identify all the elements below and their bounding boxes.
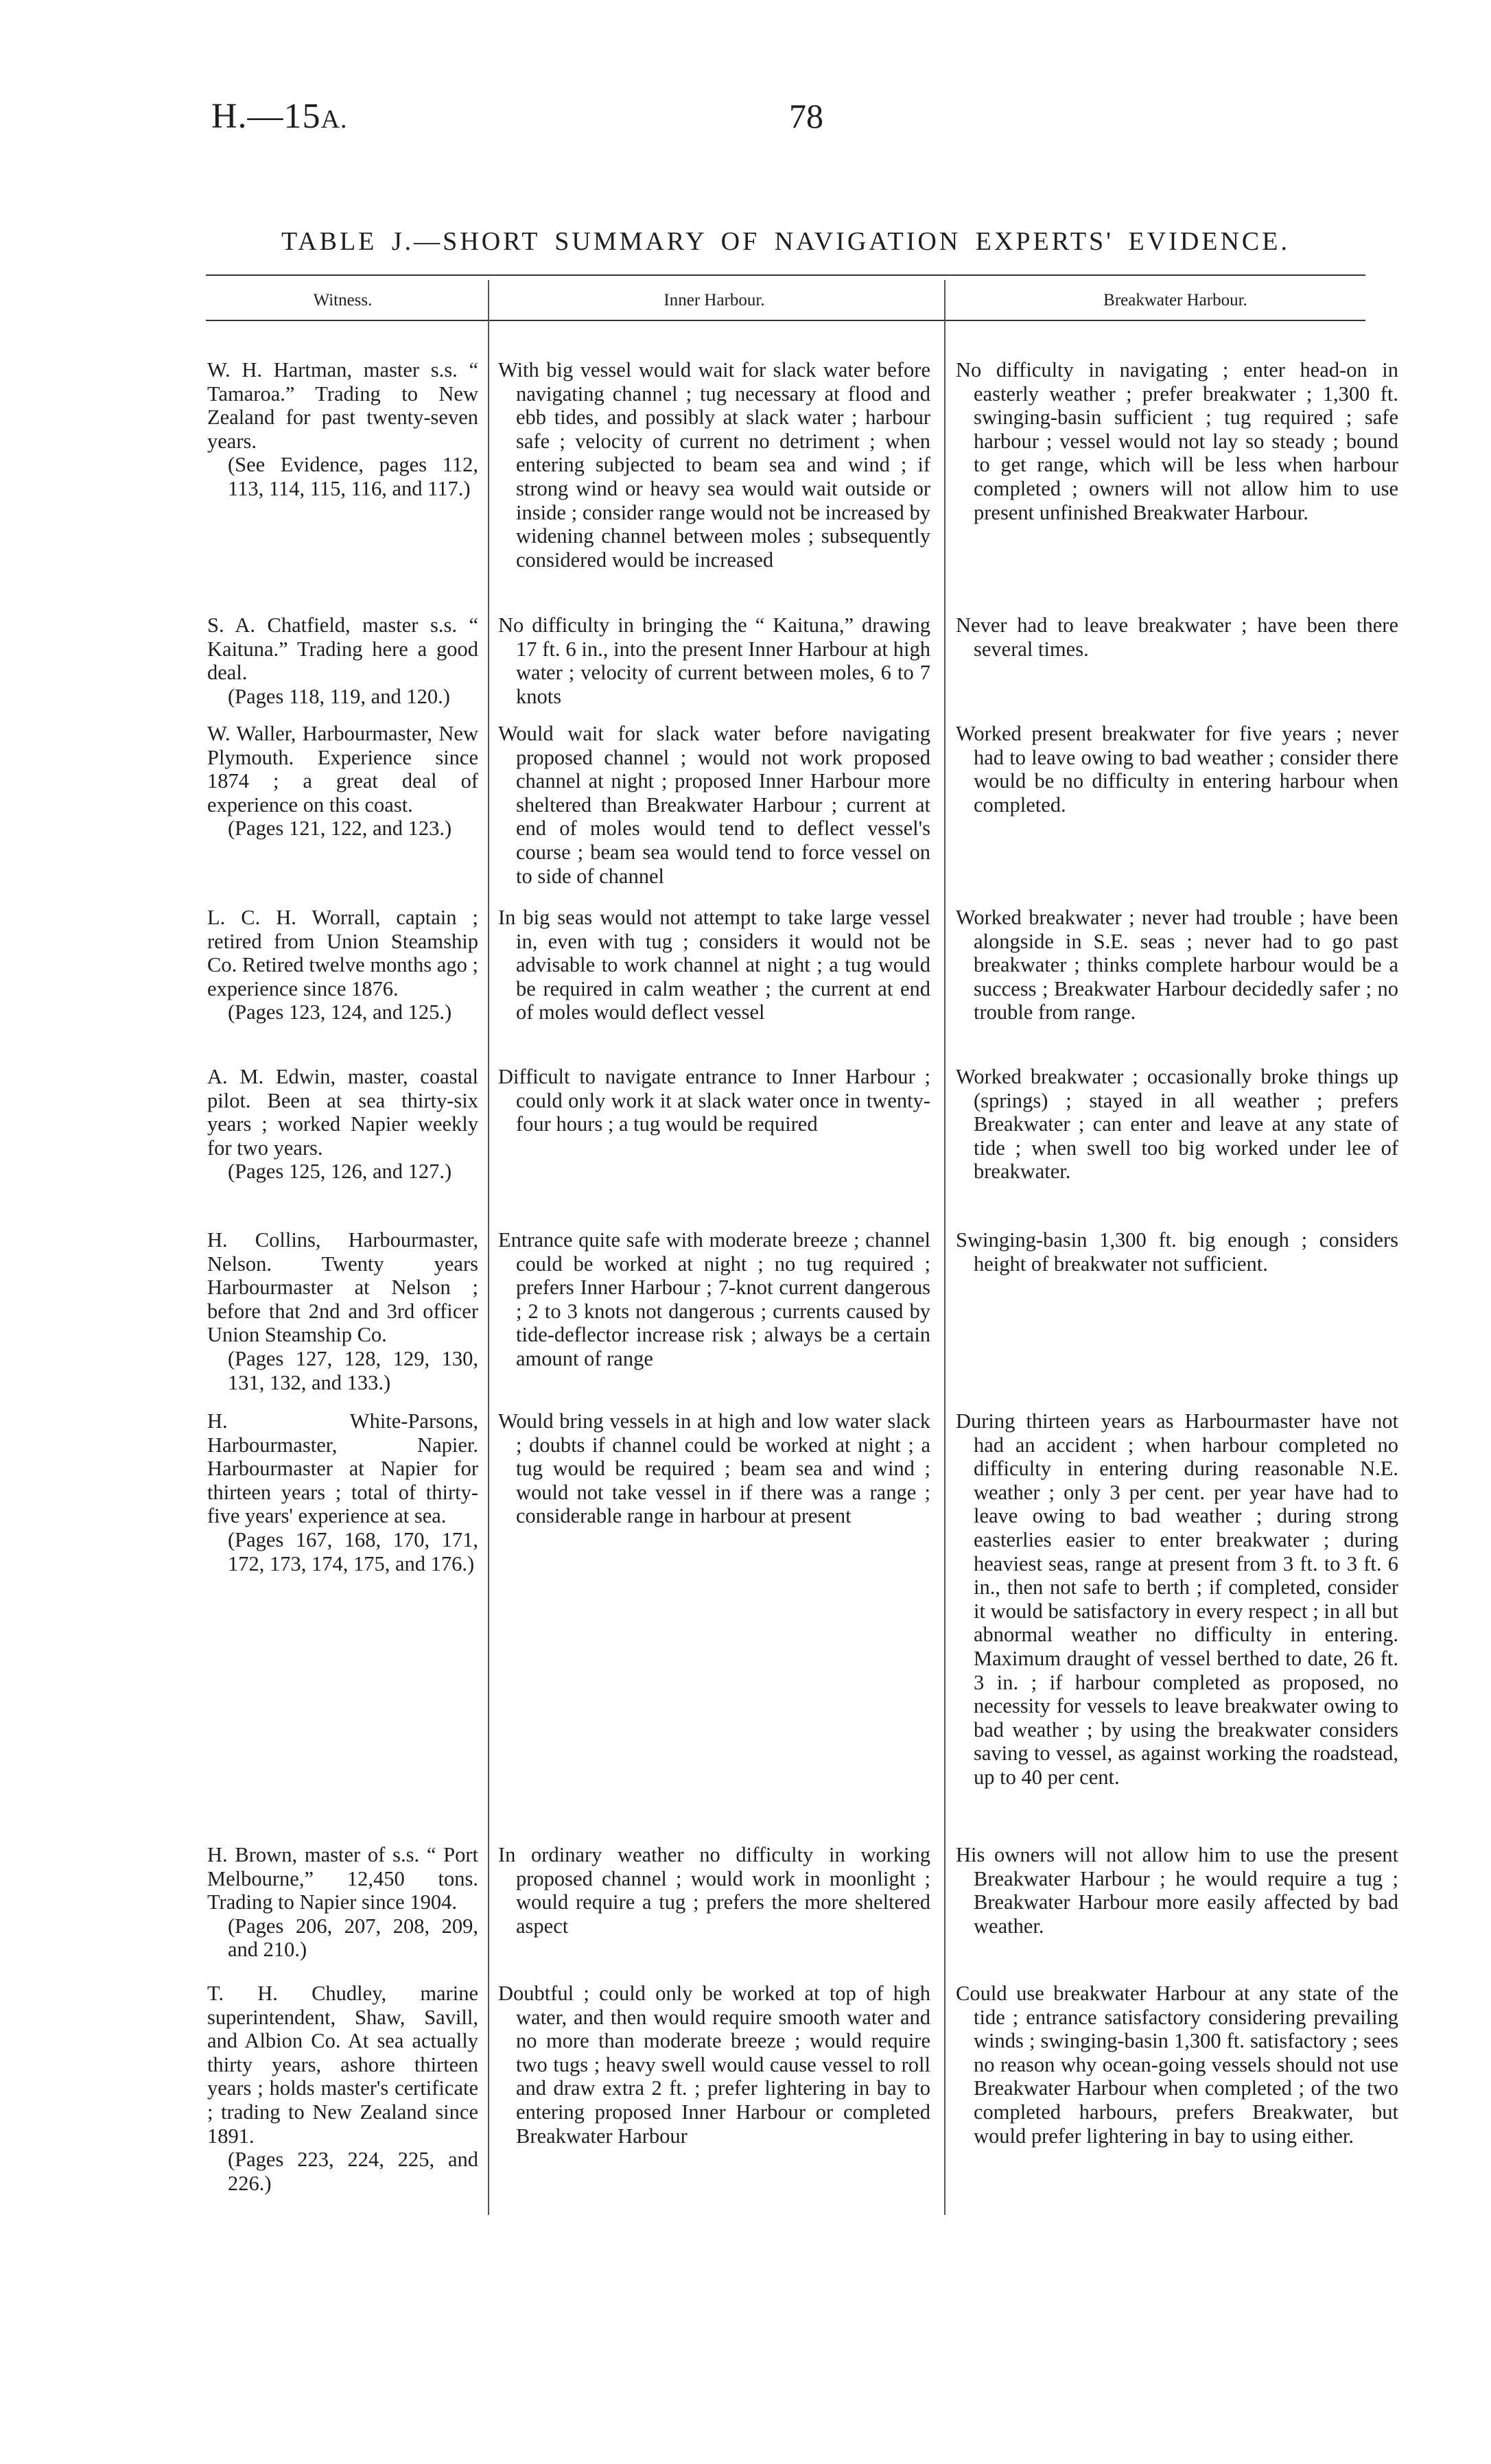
column-divider <box>488 280 489 2215</box>
table-row-breakwater-harbour: During thirteen years as Harbourmaster have not had an accident ; when harbour completed no difficulty in entering during reasonable N.E. weather ; only 3 per cent. per year have had to leave owing to bad weather ; during strong easterlies easier to enter breakwater ; during heaviest seas, range at present from 3 ft. to 3 ft. 6 in., then not safe to berth ; if completed, consider it would be satisfactory in every respect ; in all but abnormal weather no difficulty in entering. Maximum draught of vessel berthed to date, 26 ft. 3 in. ; if harbour completed as proposed, no necessity for vessels to leave breakwater owing to bad weather ; by using the breakwater considers saving to vessel, as against working the roadstead, up to 40 per cent. <box>956 1409 1398 1789</box>
table-row-witness: H. Brown, master of s.s. “ Port Melbourne,” 12,450 tons. Trading to Napier since 1904. (Pages 206, 207, 208, 209, and 210.) <box>207 1843 478 1962</box>
column-header-witness: Witness. <box>313 291 373 309</box>
header-bottom-rule <box>206 320 1365 321</box>
table-row-breakwater-harbour: Swinging-basin 1,300 ft. big enough ; considers height of breakwater not sufficient. <box>956 1228 1398 1276</box>
column-header-inner-harbour: Inner Harbour. <box>664 291 765 309</box>
table-row-breakwater-harbour: His owners will not allow him to use the present Breakwater Harbour ; he would require a tug ; Breakwater Harbour more easily affected by bad weather. <box>956 1843 1398 1938</box>
table-row-breakwater-harbour: No difficulty in navigating ; enter head-on in easterly weather ; prefer breakwater ; 1,300 ft. swinging-basin sufficient ; tug required ; safe harbour ; vessel would not lay so steady ; bound to get range, which will be less when harbour completed ; owners will not allow him to use present unfinished Breakwater Harbour. <box>956 358 1398 524</box>
table-row-breakwater-harbour: Worked breakwater ; occasionally broke things up (springs) ; stayed in all weather ; prefers Breakwater ; can enter and leave at any state of tide ; when swell too big worked under lee of breakwater. <box>956 1065 1398 1184</box>
table-row-inner-harbour: Doubtful ; could only be worked at top of high water, and then would require smooth water and no more than moderate breeze ; would require two tugs ; heavy swell would cause vessel to roll and draw extra 2 ft. ; prefer lightering in bay to entering proposed Inner Harbour or completed Breakwater Harbour <box>498 1982 930 2148</box>
table-row-witness: T. H. Chudley, marine superintendent, Shaw, Savill, and Albion Co. At sea actually thirty years, ashore thirteen years ; holds master's certificate ; trading to New Zealand since 1891. (Pages 223, 224, 225, and 226.) <box>207 1982 478 2195</box>
column-header-breakwater-harbour: Breakwater Harbour. <box>1103 291 1247 309</box>
table-top-rule <box>206 274 1365 276</box>
column-divider <box>944 280 946 2215</box>
table-row-inner-harbour: In big seas would not attempt to take large vessel in, even with tug ; considers it would not be advisable to work channel at night ; a tug would be required in calm weather ; the current at end of moles would deflect vessel <box>498 906 930 1024</box>
table-row-witness: H. White-Parsons, Harbourmaster, Napier. Harbourmaster at Napier for thirteen years ; total of thirty-five years' experience at sea. (Pages 167, 168, 170, 171, 172, 173, 174, 175, and 176.) <box>207 1409 478 1575</box>
table-row-witness: A. M. Edwin, master, coastal pilot. Been at sea thirty-six years ; worked Napier weekly for two years. (Pages 125, 126, and 127.) <box>207 1065 478 1184</box>
table-row-witness: W. H. Hartman, master s.s. “ Tamaroa.” Trading to New Zealand for past twenty-seven years. (See Evidence, pages 112, 113, 114, 115, 116, and 117.) <box>207 358 478 500</box>
page-number: 78 <box>789 97 823 135</box>
table-row-inner-harbour: No difficulty in bringing the “ Kaituna,” drawing 17 ft. 6 in., into the present Inner Harbour at high water ; velocity of current between moles, 6 to 7 knots <box>498 613 930 708</box>
table-row-inner-harbour: Difficult to navigate entrance to Inner Harbour ; could only work it at slack water once in twenty-four hours ; a tug would be required <box>498 1065 930 1136</box>
table-row-inner-harbour: Would wait for slack water before navigating proposed channel ; would not work proposed channel at night ; proposed Inner Harbour more sheltered than Breakwater Harbour ; current at end of moles would tend to deflect vessel's course ; beam sea would tend to force vessel on to side of channel <box>498 722 930 888</box>
table-row-inner-harbour: In ordinary weather no difficulty in working proposed channel ; would work in moonlight ; would require a tug ; prefers the more sheltered aspect <box>498 1843 930 1938</box>
table-row-inner-harbour: With big vessel would wait for slack water before navigating channel ; tug necessary at flood and ebb tides, and possibly at slack water ; harbour safe ; velocity of current no detriment ; when entering subjected to beam sea and wind ; if strong wind or heavy sea would wait outside or inside ; consider range would not be increased by widening channel between moles ; subsequently considered would be increased <box>498 358 930 572</box>
table-row-inner-harbour: Would bring vessels in at high and low water slack ; doubts if channel could be worked at night ; a tug would be required ; beam sea and wind ; would not take vessel in if there was a range ; considerable range in harbour at present <box>498 1409 930 1528</box>
table-row-breakwater-harbour: Worked present breakwater for five years ; never had to leave owing to bad weather ; consider there would be no difficulty in entering harbour when completed. <box>956 722 1398 817</box>
table-row-witness: L. C. H. Worrall, captain ; retired from Union Steamship Co. Retired twelve months ago ; experience since 1876. (Pages 123, 124, and 125.) <box>207 906 478 1024</box>
table-title: TABLE J.—SHORT SUMMARY OF NAVIGATION EXPERTS' EVIDENCE. <box>281 227 1290 256</box>
table-row-inner-harbour: Entrance quite safe with moderate breeze ; channel could be worked at night ; no tug required ; prefers Inner Harbour ; 7-knot current dangerous ; 2 to 3 knots not dangerous ; currents caused by tide-deflector increase risk ; always be a certain amount of range <box>498 1228 930 1370</box>
table-row-witness: H. Collins, Harbourmaster, Nelson. Twenty years Harbourmaster at Nelson ; before that 2nd and 3rd officer Union Steamship Co. (Pages 127, 128, 129, 130, 131, 132, and 133.) <box>207 1228 478 1394</box>
table-row-witness: S. A. Chatfield, master s.s. “ Kaituna.” Trading here a good deal. (Pages 118, 119, and 120.) <box>207 613 478 708</box>
table-row-breakwater-harbour: Never had to leave breakwater ; have been there several times. <box>956 613 1398 661</box>
table-row-witness: W. Waller, Harbourmaster, New Plymouth. Experience since 1874 ; a great deal of experience on this coast. (Pages 121, 122, and 123.) <box>207 722 478 841</box>
table-row-breakwater-harbour: Could use breakwater Harbour at any state of the tide ; entrance satisfactory considering prevailing winds ; swinging-basin 1,300 ft. satisfactory ; sees no reason why ocean-going vessels should not use Breakwater Harbour when completed ; of the two completed harbours, prefers Breakwater, but would prefer lightering in bay to using either. <box>956 1982 1398 2148</box>
table-row-breakwater-harbour: Worked breakwater ; never had trouble ; have been alongside in S.E. seas ; never had to go past breakwater ; thinks complete harbour would be a success ; Breakwater Harbour decidedly safer ; no trouble from range. <box>956 906 1398 1024</box>
document-reference: H.—15A. <box>211 97 348 136</box>
